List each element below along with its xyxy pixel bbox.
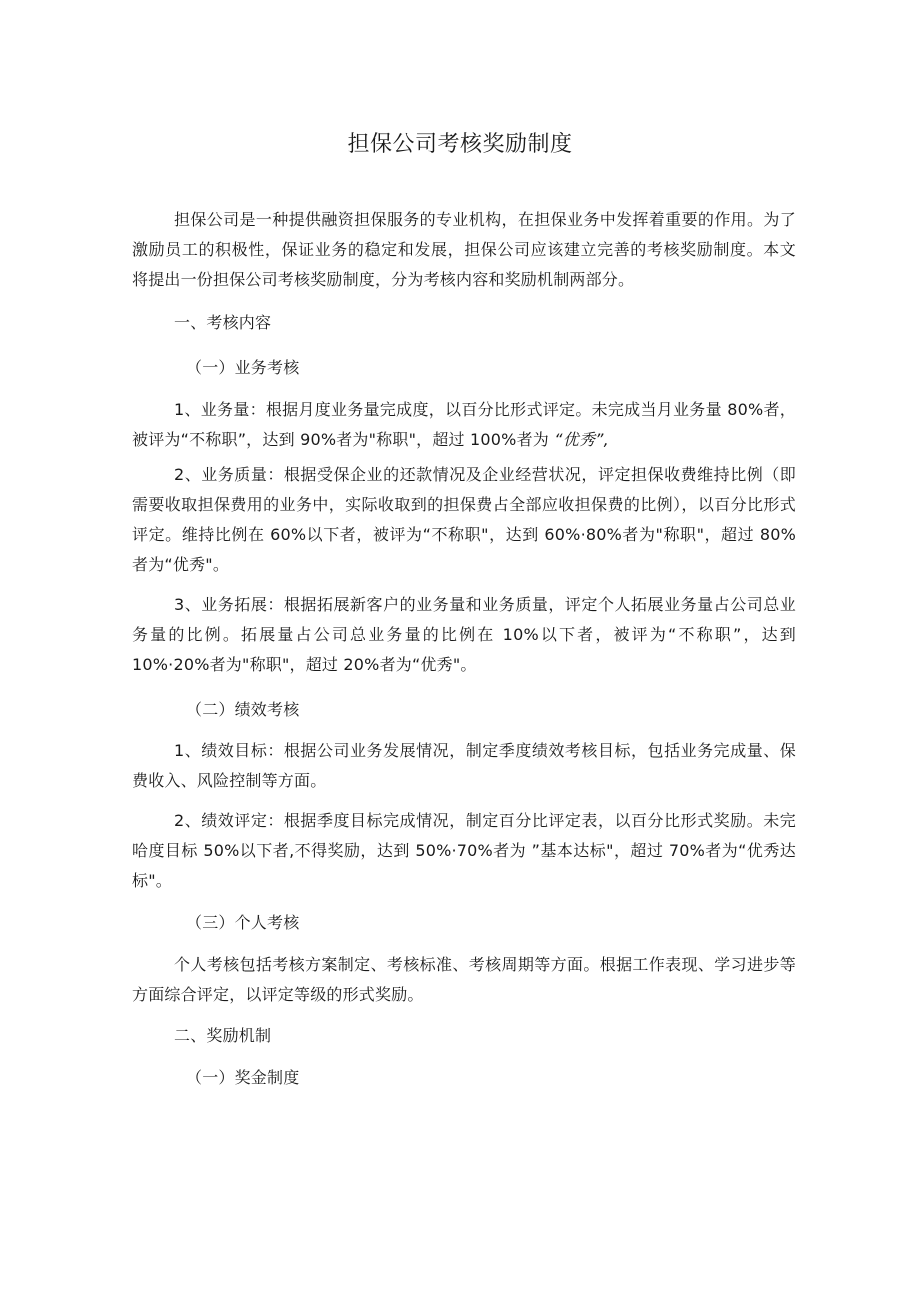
paragraph-performance-target: 1、绩效目标：根据公司业务发展情况，制定季度绩效考核目标，包括业务完成量、保费收入、风险控制等方面。 [132, 741, 796, 790]
paragraph-business-quality: 2、业务质量：根据受保企业的还款情况及企业经营状况，评定担保收费维持比例（即需要收取担保费用的业务中，实际收取到的担保费占全部应收担保费的比例），以百分比形式评定。维持比例在 60%以下者，被评为“不称职"，达到 60%·80%者为"称职"，超过 80%者为“优秀"。 [132, 465, 796, 574]
business-volume-italic-tail: “优秀”, [554, 430, 609, 449]
document-title: 担保公司考核奖励制度 [347, 132, 573, 157]
business-volume-text: 1、业务量：根据月度业务量完成度，以百分比形式评定。未完成当月业务量 80%者，被评为“不称职”，达到 90%者为"称职"，超过 100%者为 [132, 400, 796, 449]
intro-paragraph: 担保公司是一种提供融资担保服务的专业机构，在担保业务中发挥着重要的作用。为了激励员工的积极性，保证业务的稳定和发展，担保公司应该建立完善的考核奖励制度。本文将提出一份担保公司考核奖励制度，分为考核内容和奖励机制两部分。 [132, 210, 796, 289]
section-heading-rewards: 二、奖励机制 [174, 1026, 272, 1045]
paragraph-business-expansion: 3、业务拓展：根据拓展新客户的业务量和业务质量，评定个人拓展业务量占公司总业务量的比例。拓展量占公司总业务量的比例在 10%以下者，被评为“不称职”，达到 10%·20%者为"称职"，超过 20%者为“优秀"。 [132, 595, 796, 674]
paragraph-business-volume [132, 395, 796, 455]
paragraph-personal-assessment: 个人考核包括考核方案制定、考核标准、考核周期等方面。根据工作表现、学习进步等方面综合评定，以评定等级的形式奖励。 [132, 955, 796, 1004]
subsection-heading-bonus: （一）奖金制度 [186, 1068, 300, 1087]
section-heading-assessment: 一、考核内容 [174, 313, 272, 332]
subsection-heading-personal: （三）个人考核 [186, 913, 300, 932]
subsection-heading-performance: （二）绩效考核 [186, 700, 300, 719]
paragraph-performance-evaluation: 2、绩效评定：根据季度目标完成情况，制定百分比评定表，以百分比形式奖励。未完哈度目标 50%以下者,不得奖励，达到 50%·70%者为 ”基本达标"，超过 70%者为“优秀达标"。 [132, 811, 796, 890]
subsection-heading-business: （一）业务考核 [186, 358, 300, 377]
